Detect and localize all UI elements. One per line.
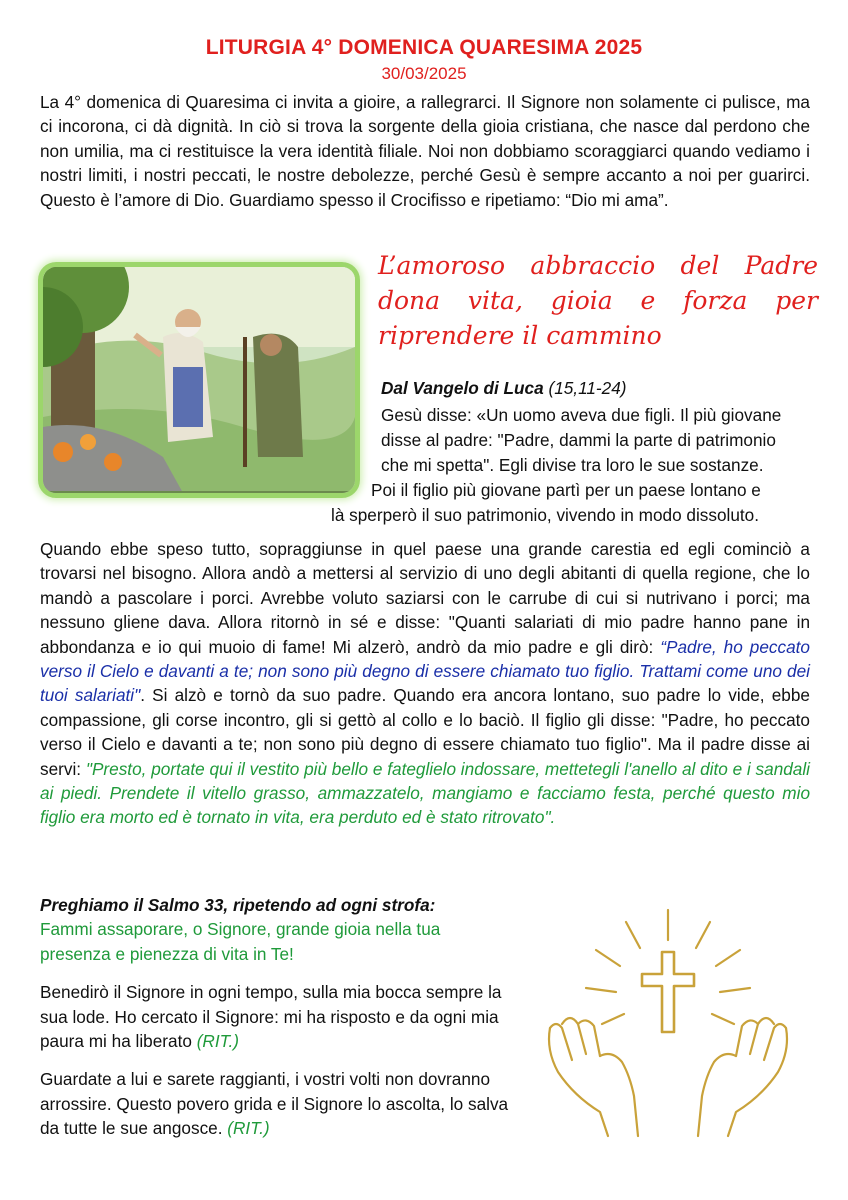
psalm-section (40, 893, 510, 1155)
psalm-stanza (40, 980, 510, 1053)
gospel-line: che mi spetta". Egli divise tra loro le sue sostanze. (381, 455, 764, 475)
gospel-quote-father: "Presto, portate qui il vestito più bello e fateglielo indossare, mettetegli l'anello al dito e i sandali ai piedi. Prendete il vitello grasso, ammazzatelo, mangiamo e facciamo festa, perché questo mio figlio era morto ed è tornato in vita, era perduto ed è stato ritrovato". (40, 758, 811, 828)
psalm-refrain: (RIT.) (196, 1031, 240, 1052)
prodigal-son-illustration (38, 262, 360, 498)
gospel-line: Poi il figlio più giovane partì per un paese lontano e (371, 480, 761, 500)
gospel-body (40, 537, 810, 830)
gospel-line: disse al padre: "Padre, dammi la parte di patrimonio (381, 430, 776, 450)
psalm-heading: Preghiamo il Salmo 33, ripetendo ad ogni strofa: (40, 895, 436, 915)
psalm-refrain: (RIT.) (227, 1118, 270, 1139)
hands-cross-icon (538, 900, 798, 1140)
gospel-text: Quando ebbe speso tutto, sopraggiunse in quel paese una grande carestia ed egli cominciò a trovarsi nel bisogno. Allora andò a mettersi al servizio di uno degli abitanti di quella regione, che lo mandò a pascolare i porci. Avrebbe voluto saziarsi con le carrube di cui si nutrivano i porci; ma nessuno gliene dava. Allora ritornò in sé e disse: "Quanti salariati di mio padre hanno pane in abbondanza e io qui muoio di fame! Mi alzerò, andrò da mio padre e gli dirò: (40, 539, 810, 657)
gospel-reference (381, 378, 627, 399)
intro-paragraph: La 4° domenica di Quaresima ci invita a gioire, a rallegrarci. Il Signore non solamente ci pulisce, ma ci incorona, ci dà dignità. In ciò si trova la sorgente della gioia cristiana, che nasce dal perdono che non umilia, ma ci restituisce la vera identità filiale. Noi non dobbiamo scoraggiarci quando vediamo i nostri limiti, i nostri peccati, le nostre debolezze, perché Gesù è sempre accanto a noi per guarirci. Questo è l’amore di Dio. Guardiamo spesso il Crocifisso e ripetiamo: “Dio mi ama”. (40, 92, 810, 210)
gospel-chapter: (15,11-24) (548, 378, 627, 398)
psalm-response: Fammi assaporare, o Signore, grande gioia nella tua presenza e pienezza di vita in Te! (40, 919, 441, 964)
gospel-quote-son: “Padre, ho peccato verso il Cielo e davanti a te; non sono più degno di essere chiamato tuo figlio. Trattami come uno dei tuoi salariati" (40, 636, 810, 706)
gospel-source: Dal Vangelo di Luca (381, 378, 544, 398)
page-date: 30/03/2025 (381, 64, 467, 83)
gospel-line: là sperperò il suo patrimonio, vivendo in modo dissoluto. (331, 505, 760, 525)
psalm-stanza (40, 1067, 510, 1140)
gospel-line: Gesù disse: «Un uomo aveva due figli. Il più giovane (381, 405, 782, 425)
psalm-stanza-text: Guardate a lui e sarete raggianti, i vostri volti non dovranno arrossire. Questo povero grida e il Signore lo ascolta, lo salva da tutte le sue angosce. (40, 1069, 509, 1139)
psalm-stanza-text: Benedirò il Signore in ogni tempo, sulla mia bocca sempre la sua lode. Ho cercato il Signore: mi ha risposto e da ogni mia paura mi ha liberato (40, 982, 502, 1052)
reflection-heading: L’amoroso abbraccio del Padre dona vita, gioia e forza per riprendere il cammino (378, 251, 818, 350)
gospel-text: . Si alzò e tornò da suo padre. Quando era ancora lontano, suo padre lo vide, ebbe compassione, gli corse incontro, gli si gettò al collo e lo baciò. Il figlio gli disse: "Padre, ho peccato verso il Cielo e davanti a te; non sono più degno di essere chiamato tuo figlio". Ma il padre disse ai servi: (40, 685, 810, 779)
page-title: LITURGIA 4° DOMENICA QUARESIMA 2025 (205, 36, 643, 59)
